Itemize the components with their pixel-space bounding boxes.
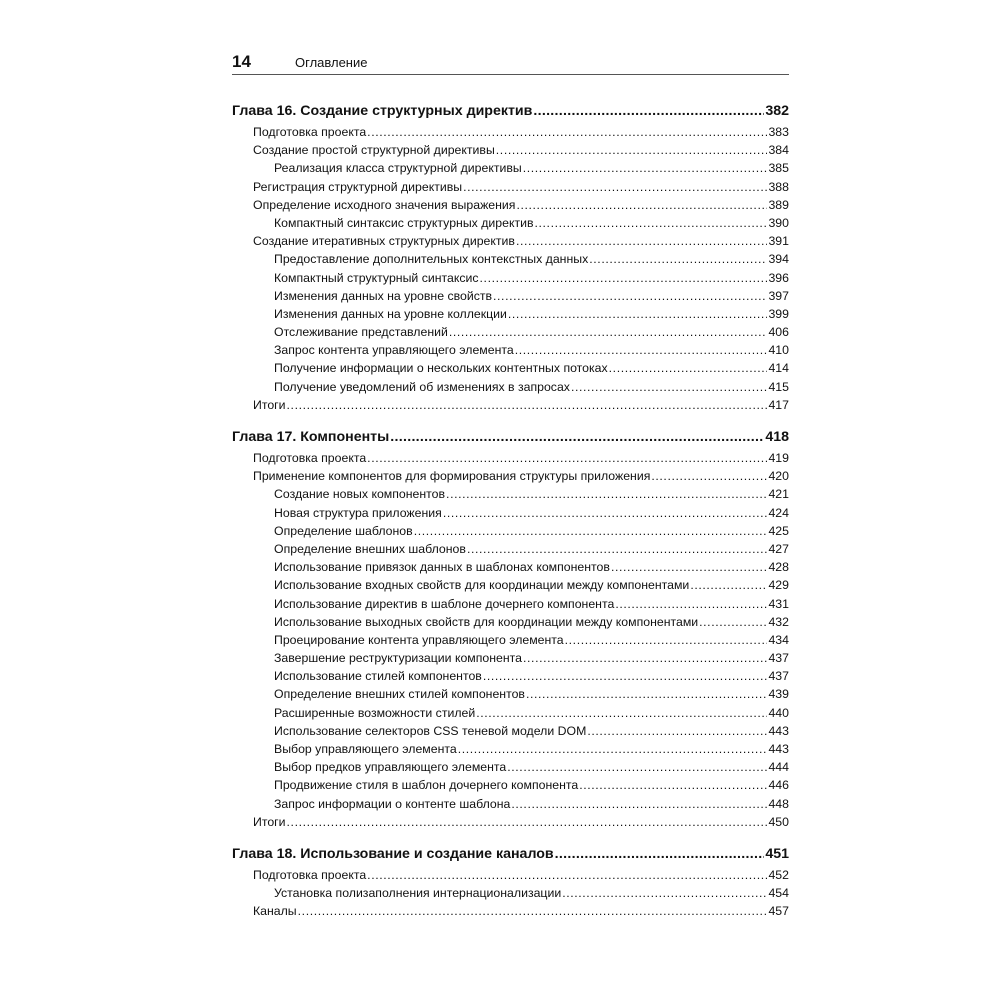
section-title: Итоги: [253, 814, 286, 829]
toc-subsection-entry[interactable]: [232, 287, 789, 305]
dot-leader: [467, 540, 768, 558]
dot-leader: [483, 667, 768, 685]
toc-subsection-entry[interactable]: [232, 504, 789, 522]
section-page-number: 443: [768, 742, 789, 756]
toc-section-entry[interactable]: [232, 866, 789, 884]
dot-leader: [463, 178, 767, 196]
section-page-number: 457: [768, 904, 789, 919]
dot-leader: [449, 323, 768, 341]
chapter-page-number: 451: [765, 845, 789, 862]
toc-chapter: [232, 844, 789, 921]
toc-section-entry[interactable]: [232, 813, 789, 831]
section-page-number: 384: [768, 143, 789, 158]
section-title: Подготовка проекта: [253, 451, 367, 465]
section-title: Использование стилей компонентов: [274, 669, 482, 684]
section-page-number: 446: [768, 778, 789, 793]
chapter-title: Глава 16. Создание структурных директив: [232, 103, 533, 119]
toc-subsection-entry[interactable]: [232, 776, 789, 794]
dot-leader: [480, 269, 768, 287]
dot-leader: [496, 141, 768, 159]
section-title: Расширенные возможности стилей: [274, 705, 476, 720]
section-title: Компактный структурный синтаксис: [274, 270, 479, 285]
section-title: Компактный синтаксис структурных директив: [274, 215, 534, 230]
dot-leader: [579, 776, 767, 794]
section-title: Реализация класса структурной директивы: [274, 161, 522, 176]
dot-leader: [511, 795, 767, 813]
section-page-number: 444: [768, 760, 789, 775]
chapter-title-entry[interactable]: [232, 101, 789, 121]
chapter-title: Глава 18. Использование и создание каналов: [232, 845, 554, 862]
chapter-sections: [232, 123, 789, 414]
section-title: Продвижение стиля в шаблон дочернего компонента: [274, 778, 579, 793]
section-title: Определение внешних стилей компонентов: [274, 687, 525, 702]
section-title: Отслеживание представлений: [274, 325, 448, 340]
section-title: Определение исходного значения выражения: [253, 197, 516, 212]
dot-leader: [611, 558, 768, 576]
toc-subsection-entry[interactable]: [232, 305, 789, 323]
toc-subsection-entry[interactable]: [232, 250, 789, 268]
section-title: Использование селекторов CSS теневой модели DOM: [274, 723, 587, 738]
dot-leader: [587, 722, 767, 740]
section-page-number: 397: [768, 288, 789, 303]
dot-leader: [516, 232, 768, 250]
section-page-number: 454: [768, 886, 789, 901]
toc-section-entry[interactable]: [232, 232, 789, 250]
toc-chapter: [232, 427, 789, 831]
section-page-number: 406: [768, 325, 789, 340]
toc-subsection-entry[interactable]: [232, 485, 789, 503]
chapter-title-entry[interactable]: [232, 844, 789, 864]
toc-subsection-entry[interactable]: [232, 159, 789, 177]
section-page-number: 417: [768, 397, 789, 412]
chapter-sections: [232, 866, 789, 921]
section-page-number: 439: [768, 687, 789, 702]
section-page-number: 388: [768, 179, 789, 194]
dot-leader: [609, 359, 768, 377]
toc-section-entry[interactable]: [232, 396, 789, 414]
dot-leader: [533, 101, 764, 121]
section-title: Новая структура приложения: [274, 505, 442, 520]
section-page-number: 427: [768, 541, 789, 556]
toc-section-entry[interactable]: [232, 902, 789, 920]
chapter-page-number: 382: [765, 103, 789, 119]
running-head: Оглавление: [295, 55, 368, 70]
dot-leader: [287, 813, 768, 831]
page-header: [232, 52, 789, 74]
section-page-number: 410: [768, 343, 789, 358]
section-title: Использование директив в шаблоне дочернего компонента: [274, 596, 615, 611]
section-page-number: 421: [768, 487, 789, 502]
section-title: Определение шаблонов: [274, 523, 413, 538]
toc-subsection-entry[interactable]: [232, 378, 789, 396]
toc-subsection-entry[interactable]: [232, 884, 789, 902]
section-page-number: 424: [768, 505, 789, 520]
section-title: Использование выходных свойств для координации между компонентами: [274, 614, 699, 629]
dot-leader: [589, 250, 767, 268]
toc-subsection-entry[interactable]: [232, 795, 789, 813]
dot-leader: [508, 305, 768, 323]
section-page-number: 443: [768, 723, 789, 738]
dot-leader: [507, 758, 767, 776]
section-title: Определение внешних шаблонов: [274, 541, 466, 556]
section-title: Подготовка проекта: [253, 867, 367, 882]
section-page-number: 428: [768, 560, 789, 575]
dot-leader: [615, 595, 767, 613]
section-title: Итоги: [253, 397, 286, 412]
dot-leader: [458, 740, 768, 758]
toc-subsection-entry[interactable]: [232, 595, 789, 613]
dot-leader: [562, 884, 767, 902]
section-title: Подготовка проекта: [253, 125, 367, 139]
toc-subsection-entry[interactable]: [232, 540, 789, 558]
toc-subsection-entry[interactable]: [232, 522, 789, 540]
section-page-number: 394: [768, 252, 789, 267]
chapter-sections: [232, 449, 789, 831]
section-page-number: 391: [768, 234, 789, 249]
section-page-number: 431: [768, 596, 789, 611]
section-title: Запрос контента управляющего элемента: [274, 343, 514, 358]
section-page-number: 389: [768, 197, 789, 212]
dot-leader: [493, 287, 767, 305]
toc-subsection-entry[interactable]: [232, 576, 789, 594]
dot-leader: [443, 504, 768, 522]
toc-subsection-entry[interactable]: [232, 704, 789, 722]
dot-leader: [476, 704, 767, 722]
dot-leader: [535, 214, 768, 232]
section-page-number: 415: [768, 379, 789, 394]
section-title: Изменения данных на уровне коллекции: [274, 306, 507, 321]
section-title: Получение информации о нескольких контентных потоках: [274, 361, 608, 376]
section-page-number: 414: [768, 361, 789, 376]
toc-subsection-entry[interactable]: [232, 667, 789, 685]
section-page-number: 390: [768, 215, 789, 230]
header-rule: [232, 74, 789, 75]
section-page-number: 385: [768, 161, 789, 176]
dot-leader: [690, 576, 767, 594]
toc-subsection-entry[interactable]: [232, 758, 789, 776]
chapter-gap: [232, 835, 789, 844]
toc-subsection-entry[interactable]: [232, 649, 789, 667]
chapter-title-entry[interactable]: [232, 427, 789, 447]
section-title: Выбор предков управляющего элемента: [274, 760, 507, 775]
dot-leader: [298, 902, 768, 920]
section-title: Запрос информации о контенте шаблона: [274, 796, 511, 811]
section-page-number: 425: [768, 523, 789, 538]
table-of-contents: [232, 101, 789, 925]
toc-subsection-entry[interactable]: [232, 359, 789, 377]
toc-subsection-entry[interactable]: [232, 740, 789, 758]
dot-leader: [367, 123, 767, 141]
dot-leader: [390, 427, 764, 447]
section-page-number: 429: [768, 578, 789, 593]
dot-leader: [526, 685, 768, 703]
section-page-number: 450: [768, 814, 789, 829]
section-title: Создание простой структурной директивы: [253, 143, 495, 158]
toc-section-entry[interactable]: [232, 196, 789, 214]
section-title: Завершение реструктуризации компонента: [274, 651, 523, 666]
toc-subsection-entry[interactable]: [232, 323, 789, 341]
toc-section-entry[interactable]: [232, 141, 789, 159]
dot-leader: [287, 396, 768, 414]
section-title: Создание новых компонентов: [274, 487, 446, 502]
dot-leader: [367, 449, 767, 467]
toc-chapter: [232, 101, 789, 414]
section-page-number: 419: [768, 451, 789, 465]
dot-leader: [414, 522, 768, 540]
chapter-page-number: 418: [765, 429, 789, 445]
section-title: Предоставление дополнительных контекстных данных: [274, 252, 589, 267]
toc-section-entry[interactable]: [232, 123, 789, 141]
dot-leader: [555, 844, 765, 864]
section-title: Каналы: [253, 904, 297, 919]
dot-leader: [516, 196, 767, 214]
toc-section-entry[interactable]: [232, 449, 789, 467]
section-title: Использование привязок данных в шаблонах компонентов: [274, 560, 610, 575]
toc-subsection-entry[interactable]: [232, 558, 789, 576]
dot-leader: [565, 631, 768, 649]
section-page-number: 437: [768, 651, 789, 666]
toc-section-entry[interactable]: [232, 467, 789, 485]
section-page-number: 434: [768, 632, 789, 647]
toc-subsection-entry[interactable]: [232, 341, 789, 359]
section-title: Выбор управляющего элемента: [274, 742, 457, 756]
toc-subsection-entry[interactable]: [232, 631, 789, 649]
chapter-gap: [232, 418, 789, 427]
section-page-number: 448: [768, 796, 789, 811]
dot-leader: [523, 159, 768, 177]
page-number: 14: [232, 52, 251, 71]
section-page-number: 396: [768, 270, 789, 285]
toc-subsection-entry[interactable]: [232, 722, 789, 740]
dot-leader: [571, 378, 768, 396]
section-title: Создание итеративных структурных директив: [253, 234, 515, 249]
dot-leader: [367, 866, 767, 884]
section-page-number: 383: [768, 125, 789, 139]
section-title: Использование входных свойств для координации между компонентами: [274, 578, 690, 593]
section-title: Установка полизаполнения интернационализации: [274, 886, 562, 901]
dot-leader: [523, 649, 767, 667]
chapter-title: Глава 17. Компоненты: [232, 429, 390, 445]
toc-subsection-entry[interactable]: [232, 685, 789, 703]
toc-subsection-entry[interactable]: [232, 269, 789, 287]
toc-subsection-entry[interactable]: [232, 214, 789, 232]
toc-subsection-entry[interactable]: [232, 613, 789, 631]
dot-leader: [515, 341, 768, 359]
section-title: Изменения данных на уровне свойств: [274, 288, 493, 303]
section-page-number: 399: [768, 306, 789, 321]
dot-leader: [446, 485, 767, 503]
section-title: Применение компонентов для формирования структуры приложения: [253, 469, 651, 484]
dot-leader: [651, 467, 767, 485]
section-page-number: 440: [768, 705, 789, 720]
section-page-number: 452: [768, 867, 789, 882]
section-title: Получение уведомлений об изменениях в запросах: [274, 379, 570, 394]
toc-section-entry[interactable]: [232, 178, 789, 196]
dot-leader: [699, 613, 767, 631]
section-page-number: 437: [768, 669, 789, 684]
section-page-number: 420: [768, 469, 789, 484]
section-title: Проецирование контента управляющего элемента: [274, 632, 564, 647]
section-page-number: 432: [768, 614, 789, 629]
section-title: Регистрация структурной директивы: [253, 179, 463, 194]
